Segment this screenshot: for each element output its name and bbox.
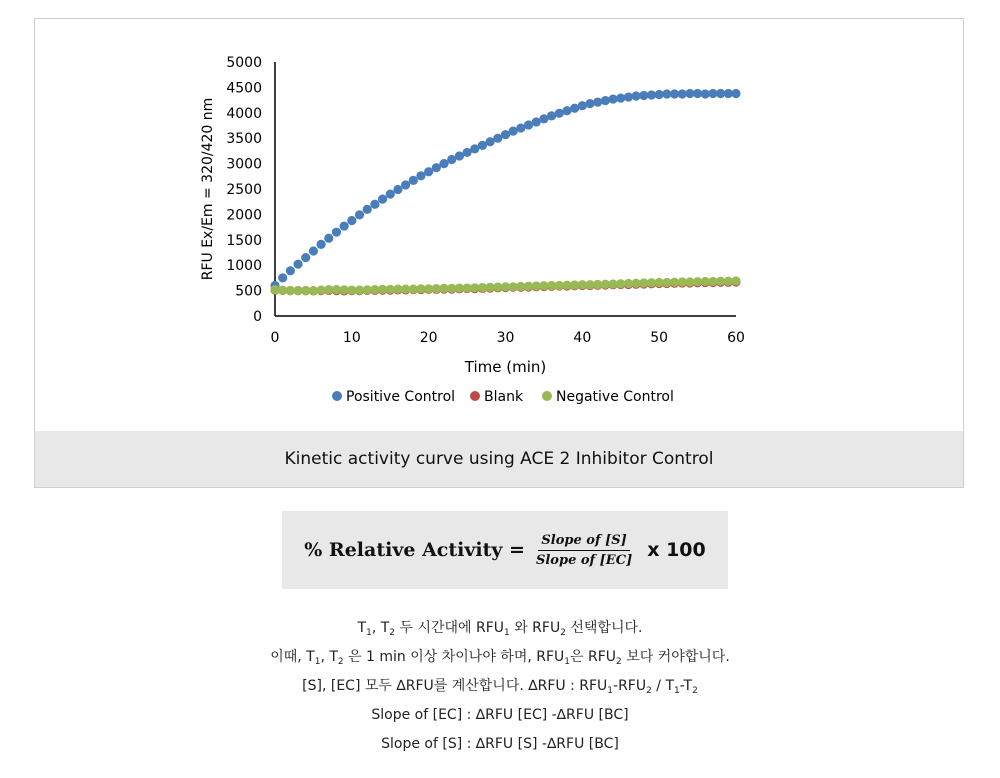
y-axis-title: RFU Ex/Em = 320/420 nm <box>200 97 216 281</box>
y-tick-label: 2000 <box>226 207 262 224</box>
positive-control-point <box>324 234 333 243</box>
positive-control-point <box>378 195 387 204</box>
positive-control-point <box>731 89 740 98</box>
formula-box <box>282 511 728 589</box>
blank-legend-marker <box>470 391 480 401</box>
x-tick-label: 30 <box>496 330 515 346</box>
positive-control-point <box>386 189 395 198</box>
y-tick-label: 1000 <box>226 258 262 275</box>
formula-denominator: Slope of [EC] <box>535 552 633 568</box>
formula-fraction <box>533 533 635 568</box>
positive-control-point <box>593 98 602 107</box>
positive-control-point <box>363 205 372 214</box>
instruction-line-3: [S], [EC] 모두 ∆RFU를 계산합니다. ∆RFU : $RFU_1-RFU_2 / T_1-T_2$ <box>302 678 698 696</box>
instruction-line-5: Slope of [S] : ∆RFU [S] -∆RFU [BC] <box>381 736 619 752</box>
y-tick-label: 3500 <box>226 131 262 148</box>
negative-control-point <box>731 276 740 285</box>
positive-control-point <box>601 96 610 105</box>
x-tick-label: 60 <box>727 330 745 346</box>
positive-control-legend-label: Positive Control <box>346 389 456 405</box>
positive-control-point <box>355 210 364 219</box>
relative-activity-formula <box>304 533 706 568</box>
positive-control-point <box>317 240 326 249</box>
kinetic-chart <box>35 19 963 431</box>
x-tick-label: 10 <box>342 330 361 346</box>
chart-card <box>34 18 964 488</box>
positive-control-point <box>401 180 410 189</box>
positive-control-point <box>332 228 341 237</box>
positive-control-point <box>585 99 594 108</box>
y-tick-label: 5000 <box>226 55 262 71</box>
positive-control-point <box>278 273 287 282</box>
instruction-line-1: $T_1$, $T_2$ 두 시간대에 $RFU_1$ 와 $RFU_2$ 선택합니다. <box>357 620 643 638</box>
y-tick-label: 1500 <box>226 232 262 249</box>
instructions <box>0 614 1000 759</box>
positive-control-point <box>409 176 418 185</box>
x-tick-label: 20 <box>419 330 438 346</box>
positive-control-point <box>309 246 318 255</box>
positive-control-point <box>286 266 295 275</box>
positive-control-point <box>370 200 379 209</box>
chart-caption: Kinetic activity curve using ACE 2 Inhibitor Control <box>35 431 963 487</box>
negative-control-legend-label: Negative Control <box>556 389 674 405</box>
y-tick-label: 4000 <box>226 105 262 122</box>
formula-multiplier: x 100 <box>647 539 706 561</box>
blank-legend-label: Blank <box>484 389 524 405</box>
y-tick-label: 500 <box>235 283 262 300</box>
positive-control-point <box>301 253 310 262</box>
y-tick-label: 0 <box>253 309 262 325</box>
positive-control-point <box>578 101 587 110</box>
x-tick-label: 0 <box>270 330 280 346</box>
instruction-line-2: 이때, $T_1$, $T_2$ 은 1 min 이상 차이나야 하며, $RFU_1$은 $RFU_2$ 보다 커야합니다. <box>270 649 730 667</box>
y-tick-label: 2500 <box>226 182 262 198</box>
positive-control-point <box>347 216 356 225</box>
y-tick-label: 4500 <box>226 80 262 97</box>
formula-lhs: % Relative Activity = <box>304 539 525 561</box>
x-tick-label: 40 <box>573 330 592 346</box>
x-axis-title: Time (min) <box>464 358 547 376</box>
instruction-line-4: Slope of [EC] : ∆RFU [EC] -∆RFU [BC] <box>371 707 629 723</box>
negative-control-legend-marker <box>542 391 552 401</box>
positive-control-point <box>293 260 302 269</box>
positive-control-legend-marker <box>332 391 342 401</box>
y-tick-label: 3000 <box>226 156 262 173</box>
formula-numerator: Slope of [S] <box>538 533 629 551</box>
x-tick-label: 50 <box>650 330 669 346</box>
positive-control-point <box>393 185 402 194</box>
positive-control-point <box>340 221 349 230</box>
